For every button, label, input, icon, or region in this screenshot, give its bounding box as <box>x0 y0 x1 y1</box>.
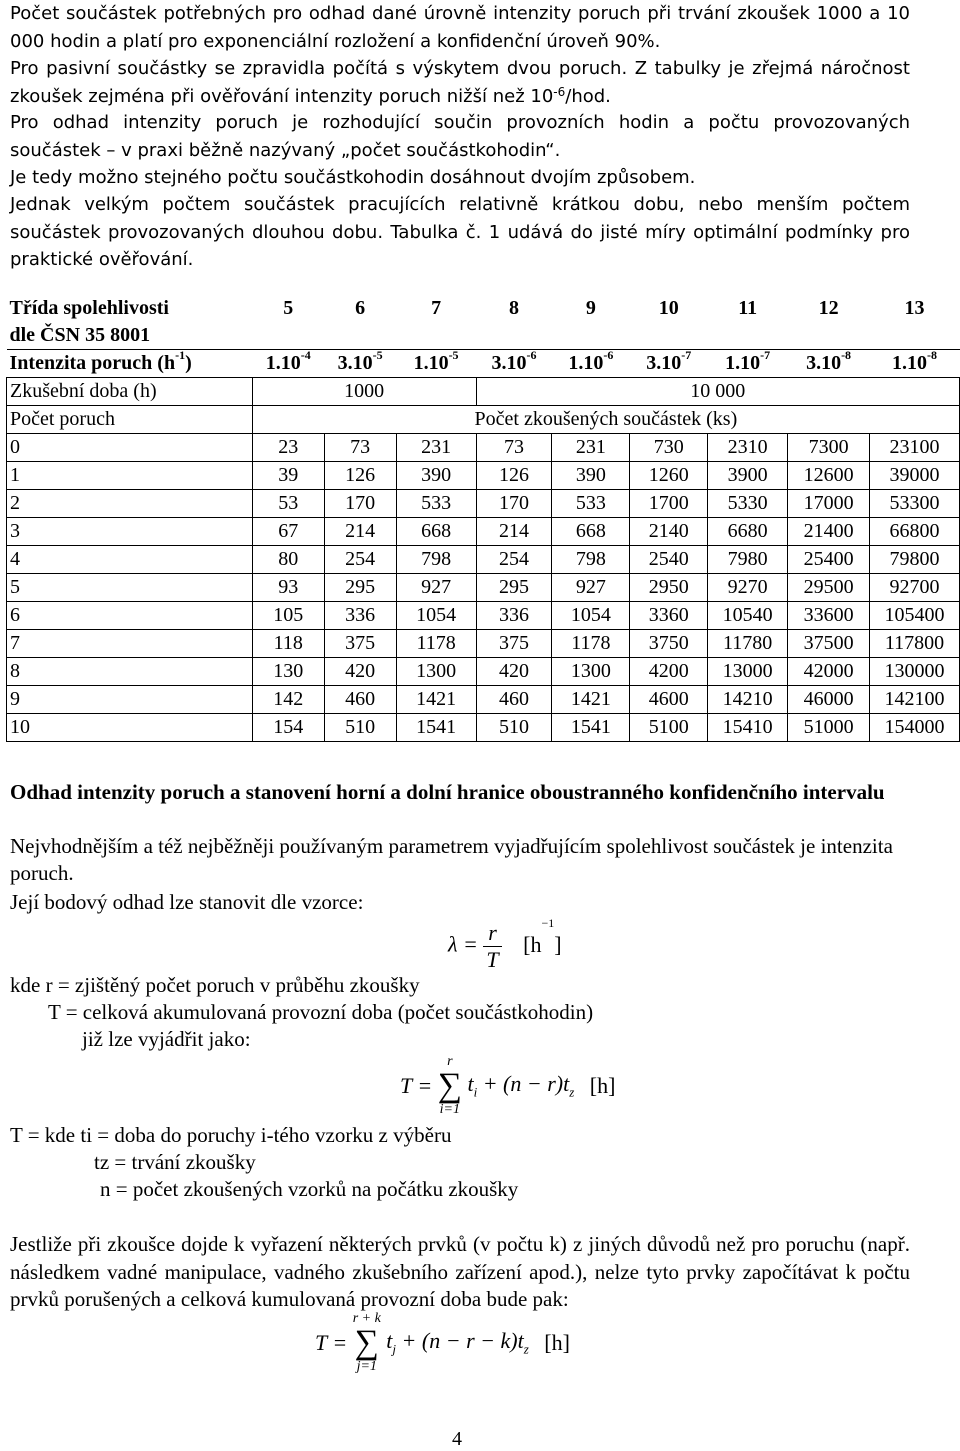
tested-count-cell: 460 <box>476 686 552 714</box>
class-cell: 5 <box>283 297 294 319</box>
tested-count-cell: 1421 <box>552 686 630 714</box>
table-body <box>7 434 960 742</box>
tested-count-cell: 1541 <box>552 714 630 742</box>
class-cell: 10 <box>658 297 679 319</box>
formula-lambda-unit: $[h^{-1}]$ <box>523 916 562 957</box>
rate-cell: $1.10^{-4}$ <box>252 350 324 378</box>
tested-count-cell: 170 <box>324 490 396 518</box>
tested-count-cell: 3360 <box>630 602 708 630</box>
tested-count-cell: 67 <box>252 518 324 546</box>
tested-count-cell: 154000 <box>870 714 960 742</box>
tested-count-cell: 510 <box>476 714 552 742</box>
tested-count-cell: 170 <box>476 490 552 518</box>
tested-count-cell: 154 <box>252 714 324 742</box>
tested-count-cell: 7300 <box>788 434 870 462</box>
sum-symbol: r ∑ i=1 <box>437 1054 462 1117</box>
failures-count-cell: 1 <box>7 462 253 490</box>
formula-T-body: $t_i + (n - r)t_z$ <box>467 1071 575 1100</box>
failures-count-cell: 4 <box>7 546 253 574</box>
tested-count-cell: 798 <box>396 546 476 574</box>
failures-count-cell: 7 <box>7 630 253 658</box>
tested-count-cell: 2950 <box>630 574 708 602</box>
tested-count-cell: 336 <box>324 602 396 630</box>
sum-symbol: r + k ∑ j=1 <box>352 1311 381 1374</box>
tested-count-cell: 14210 <box>708 686 788 714</box>
sum-lower-limit: j=1 <box>356 1359 377 1374</box>
tested-count-cell: 1178 <box>552 630 630 658</box>
failures-count-cell: 0 <box>7 434 253 462</box>
class-row-2 <box>7 322 960 350</box>
tested-count-cell: 25400 <box>788 546 870 574</box>
tested-count-cell: 42000 <box>788 658 870 686</box>
def-n: n = počet zkoušených vzorků na počátku zkoušky <box>100 1177 519 1201</box>
intro-paragraph-1 <box>10 0 910 55</box>
sum-lower-limit: i=1 <box>439 1102 460 1117</box>
intro-text-3: Pro odhad intenzity poruch je rozhodující součin provozních hodin a počtu provozovaných součástek – v praxi běžně nazývaný „počet součástkohodin“. <box>10 112 910 161</box>
table-row <box>7 434 960 462</box>
tested-count-cell: 336 <box>476 602 552 630</box>
tested-count-cell: 5330 <box>708 490 788 518</box>
table-row <box>7 602 960 630</box>
table-row <box>7 490 960 518</box>
intro-text-2-end: /hod. <box>565 85 611 107</box>
table-row <box>7 546 960 574</box>
tested-count-cell: 420 <box>476 658 552 686</box>
formula-T-lhs: T = <box>400 1073 433 1098</box>
table-row <box>7 574 960 602</box>
intro-exponent: -6 <box>553 84 566 99</box>
duration-row <box>7 378 960 406</box>
tested-count-cell: 53300 <box>870 490 960 518</box>
tested-count-cell: 21400 <box>788 518 870 546</box>
class-cell: 7 <box>431 297 442 319</box>
class-label: Třída spolehlivosti <box>9 297 169 319</box>
failures-count-cell: 5 <box>7 574 253 602</box>
rate-cell: $3.10^{-6}$ <box>476 350 552 378</box>
tested-count-cell: 375 <box>476 630 552 658</box>
intro-text-1: Počet součástek potřebných pro odhad dané úrovně intenzity poruch při trvání zkoušek 1000 a 10 000 hodin a platí pro exponenciální rozložení a konfidenční úroveň 90%. <box>10 3 910 52</box>
rate-cell: $1.10^{-8}$ <box>870 350 960 378</box>
formula-lambda-lhs: λ = <box>448 931 478 957</box>
failures-count-cell: 2 <box>7 490 253 518</box>
tested-count-cell: 927 <box>396 574 476 602</box>
tested-count-cell: 73 <box>476 434 552 462</box>
tested-count-cell: 5100 <box>630 714 708 742</box>
intro-text-4: Je tedy možno stejného počtu součástkohodin dosáhnout dvojím způsobem. <box>10 167 696 188</box>
tested-count-cell: 1541 <box>396 714 476 742</box>
tested-count-cell: 15410 <box>708 714 788 742</box>
rate-cell: $3.10^{-7}$ <box>630 350 708 378</box>
rate-row <box>7 350 960 378</box>
tested-count-cell: 460 <box>324 686 396 714</box>
tested-count-cell: 1178 <box>396 630 476 658</box>
table-row <box>7 462 960 490</box>
class-cell: 13 <box>904 297 925 319</box>
tested-count-cell: 510 <box>324 714 396 742</box>
tested-count-cell: 53 <box>252 490 324 518</box>
tested-count-cell: 533 <box>552 490 630 518</box>
tested-count-cell: 295 <box>324 574 396 602</box>
tested-count-cell: 117800 <box>870 630 960 658</box>
tested-count-cell: 66800 <box>870 518 960 546</box>
tested-count-cell: 126 <box>476 462 552 490</box>
tested-count-cell: 92700 <box>870 574 960 602</box>
class-cell: 11 <box>738 297 758 319</box>
tested-count-cell: 105400 <box>870 602 960 630</box>
tested-label: Počet zkoušených součástek (ks) <box>252 406 959 434</box>
tested-count-cell: 11780 <box>708 630 788 658</box>
section-paragraph-2: Její bodový odhad lze stanovit dle vzorce: <box>10 890 364 914</box>
section-paragraph-1: Nejvhodnějším a též nejběžněji používaným parametrem vyjadřujícím spolehlivost součástek je intenzita poruch. <box>10 834 893 885</box>
tested-count-cell: 37500 <box>788 630 870 658</box>
sum-upper-limit: r <box>447 1054 453 1069</box>
tested-count-cell: 105 <box>252 602 324 630</box>
table-row <box>7 658 960 686</box>
tested-count-cell: 420 <box>324 658 396 686</box>
tested-count-cell: 29500 <box>788 574 870 602</box>
fraction-denominator: T <box>486 947 499 972</box>
tested-count-cell: 1300 <box>396 658 476 686</box>
where-T: T = celková akumulovaná provozní doba (počet součástkohodin) <box>48 1000 594 1024</box>
tested-count-cell: 142 <box>252 686 324 714</box>
tested-count-cell: 1054 <box>552 602 630 630</box>
tested-count-cell: 254 <box>324 546 396 574</box>
tested-count-cell: 1300 <box>552 658 630 686</box>
tested-count-cell: 231 <box>396 434 476 462</box>
tested-count-cell: 1421 <box>396 686 476 714</box>
formula-T-sum <box>400 1055 615 1117</box>
tested-count-cell: 23100 <box>870 434 960 462</box>
table-row <box>7 630 960 658</box>
formula-Tk-body: $t_j + (n - r - k)t_z$ <box>386 1328 529 1357</box>
tested-count-cell: 798 <box>552 546 630 574</box>
tested-count-cell: 142100 <box>870 686 960 714</box>
tested-count-cell: 126 <box>324 462 396 490</box>
failures-count-cell: 9 <box>7 686 253 714</box>
class-cell: 12 <box>818 297 839 319</box>
duration-1000: 1000 <box>252 378 476 406</box>
failures-label: Počet poruch <box>7 406 253 434</box>
formula-lambda <box>448 916 562 973</box>
table-row <box>7 518 960 546</box>
duration-10000: 10 000 <box>476 378 959 406</box>
tested-count-cell: 375 <box>324 630 396 658</box>
tested-count-cell: 23 <box>252 434 324 462</box>
tested-count-cell: 231 <box>552 434 630 462</box>
rate-cell: $3.10^{-5}$ <box>324 350 396 378</box>
tested-count-cell: 39000 <box>870 462 960 490</box>
intro-text-5: Jednak velkým počtem součástek pracujících relativně krátkou dobu, nebo menším počtem součástek provozovaných dlouhou dobu. Tabulka č. 1 udává do jisté míry optimální podmínky pro praktické ověřování. <box>10 194 910 270</box>
table-row <box>7 714 960 742</box>
tested-count-cell: 1260 <box>630 462 708 490</box>
tested-count-cell: 533 <box>396 490 476 518</box>
class-cell: 9 <box>585 297 596 319</box>
def-tz: tz = trvání zkoušky <box>94 1150 256 1174</box>
rate-label: Intenzita poruch $(h^{-1})$ <box>7 350 253 378</box>
rate-cell: $3.10^{-8}$ <box>788 350 870 378</box>
tested-count-cell: 80 <box>252 546 324 574</box>
tested-count-cell: 12600 <box>788 462 870 490</box>
formula-T-unit: [h] <box>589 1073 616 1098</box>
tested-count-cell: 254 <box>476 546 552 574</box>
tested-count-cell: 3900 <box>708 462 788 490</box>
rate-cell: $1.10^{-6}$ <box>552 350 630 378</box>
section-heading: Odhad intenzity poruch a stanovení horní a dolní hranice oboustranného konfidenčního intervalu <box>10 780 885 804</box>
class-row <box>7 295 960 322</box>
where-r: kde r = zjištěný počet poruch v průběhu zkoušky <box>10 973 420 997</box>
tested-count-cell: 7980 <box>708 546 788 574</box>
tested-count-cell: 730 <box>630 434 708 462</box>
tested-count-cell: 39 <box>252 462 324 490</box>
tested-count-cell: 4600 <box>630 686 708 714</box>
tested-count-cell: 1700 <box>630 490 708 518</box>
tested-count-cell: 73 <box>324 434 396 462</box>
page-number: 4 <box>452 1428 462 1450</box>
tested-count-cell: 79800 <box>870 546 960 574</box>
rate-cell: $1.10^{-7}$ <box>708 350 788 378</box>
duration-label: Zkušební doba (h) <box>7 378 253 406</box>
class-label-2: dle ČSN 35 8001 <box>9 324 151 346</box>
tested-count-cell: 668 <box>396 518 476 546</box>
where-expr: již lze vyjádřit jako: <box>82 1027 251 1051</box>
tested-count-cell: 2540 <box>630 546 708 574</box>
tested-count-cell: 2310 <box>708 434 788 462</box>
reliability-table <box>6 295 960 742</box>
tested-count-cell: 93 <box>252 574 324 602</box>
intro-paragraph-4 <box>10 164 910 192</box>
tested-count-cell: 130 <box>252 658 324 686</box>
failures-count-cell: 6 <box>7 602 253 630</box>
table-row <box>7 686 960 714</box>
intro-paragraph-2 <box>10 55 910 110</box>
tested-count-cell: 4200 <box>630 658 708 686</box>
tested-count-cell: 1054 <box>396 602 476 630</box>
tested-count-cell: 2140 <box>630 518 708 546</box>
rate-cell: $1.10^{-5}$ <box>396 350 476 378</box>
tested-count-cell: 295 <box>476 574 552 602</box>
class-cell: 8 <box>508 297 519 319</box>
formula-fraction <box>483 920 501 973</box>
formula-Tk-lhs: T = <box>315 1330 348 1355</box>
tested-count-cell: 214 <box>324 518 396 546</box>
tested-count-cell: 13000 <box>708 658 788 686</box>
failures-count-cell: 3 <box>7 518 253 546</box>
formula-Tk-unit: [h] <box>544 1330 570 1355</box>
section-paragraph-3: Jestliže při zkoušce dojde k vyřazení některých prvků (v počtu k) z jiných důvodů než pro poruchu (např. následkem vadné manipulace, vadného zkušebního zařízení apod.), nelze tyto prvky započítávat k počtu prvků porušených a celková kumulovaná provozní doba bude pak: <box>10 1232 910 1311</box>
tested-count-cell: 130000 <box>870 658 960 686</box>
intro-paragraph-3 <box>10 109 910 164</box>
tested-count-cell: 214 <box>476 518 552 546</box>
tested-count-cell: 17000 <box>788 490 870 518</box>
tested-count-cell: 927 <box>552 574 630 602</box>
failures-count-cell: 8 <box>7 658 253 686</box>
formula-T-sum-k <box>315 1312 570 1374</box>
failures-header-row <box>7 406 960 434</box>
sum-upper-limit: r + k <box>352 1311 381 1326</box>
failures-count-cell: 10 <box>7 714 253 742</box>
tested-count-cell: 9270 <box>708 574 788 602</box>
tested-count-cell: 668 <box>552 518 630 546</box>
tested-count-cell: 390 <box>396 462 476 490</box>
tested-count-cell: 6680 <box>708 518 788 546</box>
tested-count-cell: 3750 <box>630 630 708 658</box>
tested-count-cell: 390 <box>552 462 630 490</box>
intro-text-2: Pro pasivní součástky se zpravidla počítá s výskytem dvou poruch. Z tabulky je zřejmá náročnost zkoušek zejména při ověřování intenzity poruch nižší než 10 <box>10 58 910 107</box>
tested-count-cell: 118 <box>252 630 324 658</box>
def-ti: T = kde ti = doba do poruchy i-tého vzorku z výběru <box>10 1123 452 1147</box>
tested-count-cell: 33600 <box>788 602 870 630</box>
fraction-numerator: r <box>483 920 501 947</box>
class-cell: 6 <box>355 297 366 319</box>
intro-paragraph-5 <box>10 191 910 274</box>
tested-count-cell: 10540 <box>708 602 788 630</box>
tested-count-cell: 51000 <box>788 714 870 742</box>
tested-count-cell: 46000 <box>788 686 870 714</box>
